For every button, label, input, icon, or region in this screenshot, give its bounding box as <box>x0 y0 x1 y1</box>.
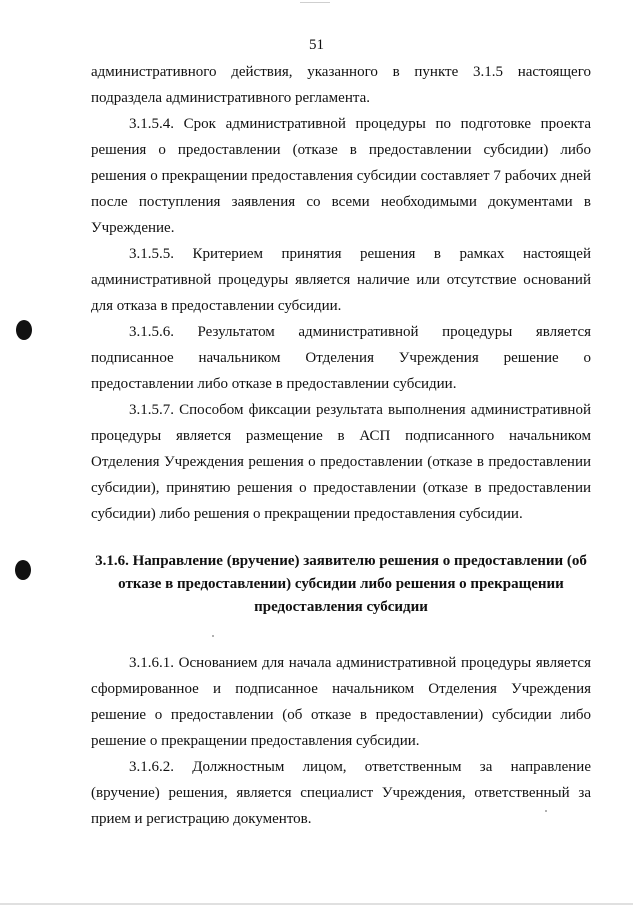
paragraph-3-1-5-4: 3.1.5.4. Срок административной процедуры по подготовке проекта решения о предоставлении (отказе в предоставлении субсидии) либо решения о прекращении предоставления субсидии составляет 7 рабочих дней после поступления заявления со всеми необходимыми документами в Учреждение. <box>91 116 591 236</box>
paragraph-3-1-6-2: 3.1.6.2. Должностным лицом, ответственным за направление (вручение) решения, является специалист Учреждения, ответственный за прием и регистрацию документов. <box>91 759 591 827</box>
paragraph-3-1-6-1: 3.1.6.1. Основанием для начала административной процедуры является сформированное и подписанное начальником Отделения Учреждения решение о предоставлении (об отказе в предоставлении) субсидии либо решение о прекращении предоставления субсидии. <box>91 655 591 749</box>
binder-hole-top <box>16 320 32 340</box>
scan-top-mark <box>300 2 330 3</box>
section-heading-3-1-6: 3.1.6. Направление (вручение) заявителю решения о предоставлении (об отказе в предоставлении) субсидии либо решения о прекращении предоставления субсидии <box>95 553 587 615</box>
paragraph-3-1-5-6: 3.1.5.6. Результатом административной процедуры является подписанное начальником Отделения Учреждения решение о предоставлении либо отказе в предоставлении субсидии. <box>91 324 591 392</box>
paragraph-continuation: административного действия, указанного в пункте 3.1.5 настоящего подраздела административного регламента. <box>91 64 591 106</box>
paragraph-3-1-5-5: 3.1.5.5. Критерием принятия решения в рамках настоящей административной процедуры является наличие или отсутствие оснований для отказа в предоставлении субсидии. <box>91 246 591 314</box>
page-number: 51 <box>309 37 324 53</box>
document-body <box>91 59 591 832</box>
paragraph-3-1-5-7: 3.1.5.7. Способом фиксации результата выполнения административной процедуры является размещение в АСП подписанного начальником Отделения Учреждения решения о предоставлении (отказе в предоставлении субсидии), принятию решения о предоставлении (отказе в предоставлении субсидии) либо решения о прекращении предоставления субсидии. <box>91 402 591 522</box>
binder-hole-bottom <box>15 560 31 580</box>
